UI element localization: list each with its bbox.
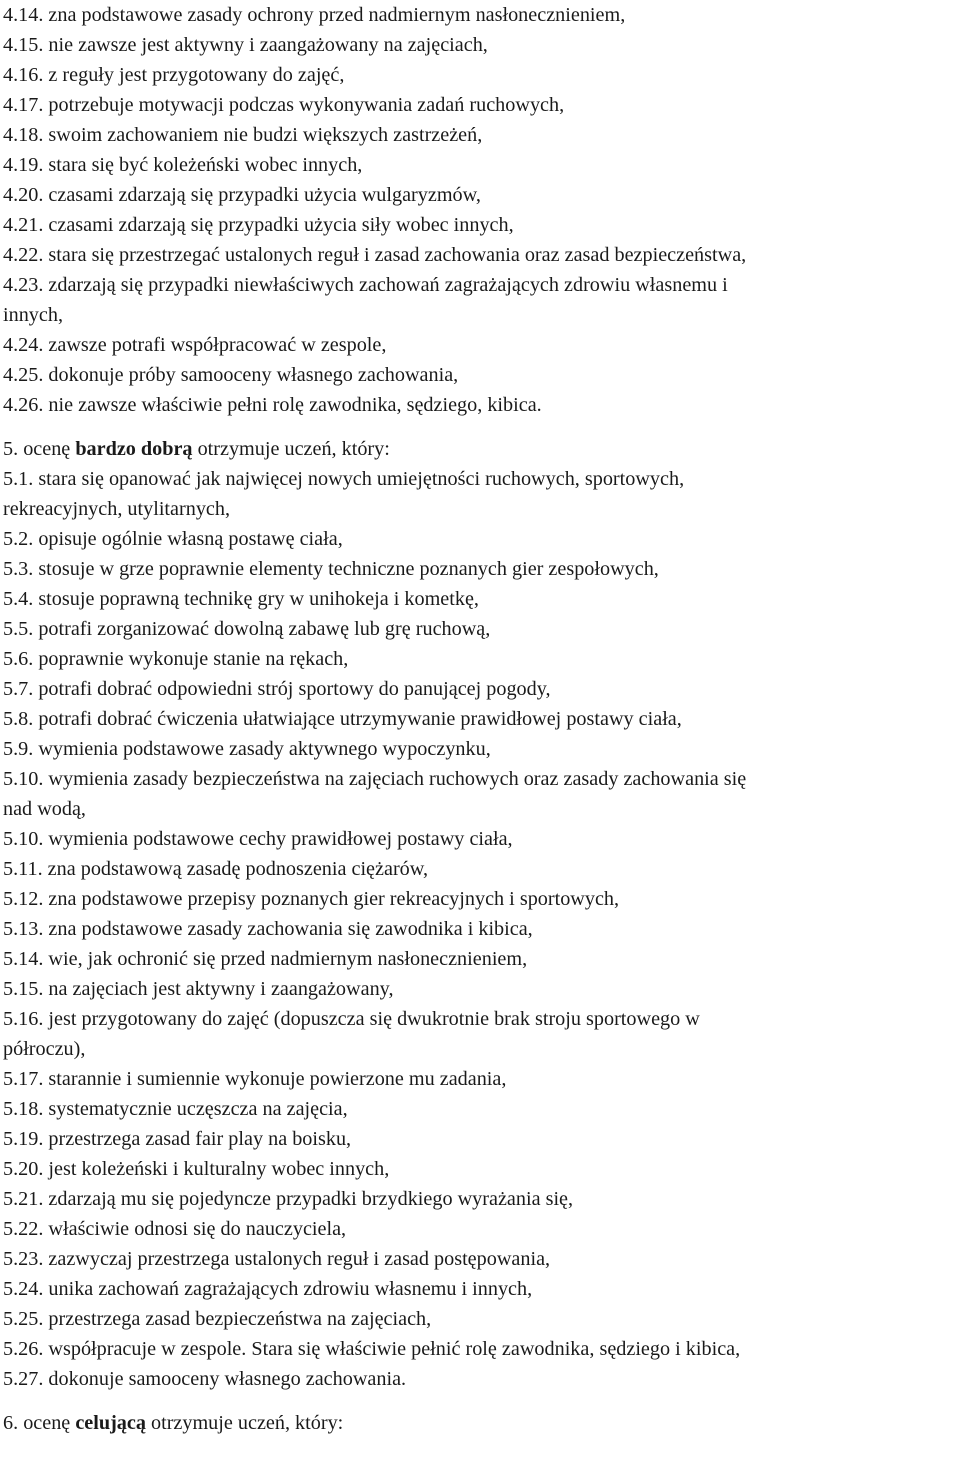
list-item-continuation: półroczu), <box>3 1038 86 1060</box>
list-item: 5.19. przestrzega zasad fair play na boisku, <box>3 1128 352 1150</box>
list-item-continuation: nad wodą, <box>3 798 86 820</box>
list-item: 5.18. systematycznie uczęszcza na zajęcia, <box>3 1098 348 1120</box>
grade-name: bardzo dobrą <box>75 438 193 460</box>
list-item: 5.16. jest przygotowany do zajęć (dopuszcza się dwukrotnie brak stroju sportowego w <box>3 1008 700 1030</box>
heading-suffix: otrzymuje uczeń, który: <box>145 1412 344 1434</box>
section-6-heading <box>3 1408 958 1438</box>
list-item: 5.10. wymienia podstawowe cechy prawidłowej postawy ciała, <box>3 828 513 850</box>
list-item: 5.2. opisuje ogólnie własną postawę ciała, <box>3 528 343 550</box>
list-item: 4.20. czasami zdarzają się przypadki użycia wulgaryzmów, <box>3 184 481 206</box>
list-item: 4.15. nie zawsze jest aktywny i zaangażowany na zajęciach, <box>3 34 488 56</box>
list-item: 5.25. przestrzega zasad bezpieczeństwa na zajęciach, <box>3 1308 432 1330</box>
list-item: 5.6. poprawnie wykonuje stanie na rękach, <box>3 648 349 670</box>
list-item: 5.20. jest koleżeński i kulturalny wobec innych, <box>3 1158 390 1180</box>
heading-prefix: 6. ocenę <box>3 1412 76 1434</box>
list-item: 5.26. współpracuje w zespole. Stara się właściwie pełnić rolę zawodnika, sędziego i kibica, <box>3 1338 741 1360</box>
list-item: 5.22. właściwie odnosi się do nauczyciela, <box>3 1218 347 1240</box>
list-item: 5.14. wie, jak ochronić się przed nadmiernym nasłonecznieniem, <box>3 948 528 970</box>
list-item: 4.19. stara się być koleżeński wobec innych, <box>3 154 363 176</box>
list-item: 5.11. zna podstawową zasadę podnoszenia ciężarów, <box>3 858 429 880</box>
section-spacer <box>3 420 958 434</box>
list-item: 5.21. zdarzają mu się pojedyncze przypadki brzydkiego wyrażania się, <box>3 1188 574 1210</box>
list-item: 5.24. unika zachowań zagrażających zdrowiu własnemu i innych, <box>3 1278 533 1300</box>
list-item-continuation: rekreacyjnych, utylitarnych, <box>3 498 231 520</box>
list-item: 5.10. wymienia zasady bezpieczeństwa na zajęciach ruchowych oraz zasady zachowania się <box>3 768 747 790</box>
list-item: 4.18. swoim zachowaniem nie budzi większych zastrzeżeń, <box>3 124 483 146</box>
list-item: 4.24. zawsze potrafi współpracować w zespole, <box>3 334 387 356</box>
list-item: 4.23. zdarzają się przypadki niewłaściwych zachowań zagrażających zdrowiu własnemu i <box>3 274 728 296</box>
list-item: 5.27. dokonuje samooceny własnego zachowania. <box>3 1368 407 1390</box>
section-4-list <box>3 0 958 420</box>
list-item: 4.26. nie zawsze właściwie pełni rolę zawodnika, sędziego, kibica. <box>3 394 542 416</box>
list-item: 5.8. potrafi dobrać ćwiczenia ułatwiające utrzymywanie prawidłowej postawy ciała, <box>3 708 682 730</box>
list-item: 5.17. starannie i sumiennie wykonuje powierzone mu zadania, <box>3 1068 507 1090</box>
section-5-list <box>3 464 958 1394</box>
list-item: 5.7. potrafi dobrać odpowiedni strój sportowy do panującej pogody, <box>3 678 551 700</box>
grade-name: celującą <box>75 1412 146 1434</box>
list-item: 4.21. czasami zdarzają się przypadki użycia siły wobec innych, <box>3 214 514 236</box>
list-item: 5.12. zna podstawowe przepisy poznanych gier rekreacyjnych i sportowych, <box>3 888 620 910</box>
list-item: 5.3. stosuje w grze poprawnie elementy techniczne poznanych gier zespołowych, <box>3 558 659 580</box>
list-item: 4.25. dokonuje próby samooceny własnego zachowania, <box>3 364 459 386</box>
list-item: 5.15. na zajęciach jest aktywny i zaangażowany, <box>3 978 394 1000</box>
heading-prefix: 5. ocenę <box>3 438 76 460</box>
section-5-heading <box>3 434 958 464</box>
list-item: 5.4. stosuje poprawną technikę gry w unihokeja i kometkę, <box>3 588 479 610</box>
list-item: 5.1. stara się opanować jak najwięcej nowych umiejętności ruchowych, sportowych, <box>3 468 685 490</box>
section-spacer <box>3 1394 958 1408</box>
list-item: 4.14. zna podstawowe zasady ochrony przed nadmiernym nasłonecznieniem, <box>3 4 626 26</box>
list-item-continuation: innych, <box>3 304 63 326</box>
list-item: 5.5. potrafi zorganizować dowolną zabawę lub grę ruchową, <box>3 618 491 640</box>
heading-suffix: otrzymuje uczeń, który: <box>192 438 390 460</box>
list-item: 5.23. zazwyczaj przestrzega ustalonych reguł i zasad postępowania, <box>3 1248 551 1270</box>
list-item: 4.17. potrzebuje motywacji podczas wykonywania zadań ruchowych, <box>3 94 565 116</box>
list-item: 4.22. stara się przestrzegać ustalonych reguł i zasad zachowania oraz zasad bezpieczeństwa, <box>3 244 747 266</box>
document-page <box>3 0 958 1438</box>
list-item: 5.9. wymienia podstawowe zasady aktywnego wypoczynku, <box>3 738 491 760</box>
list-item: 4.16. z reguły jest przygotowany do zajęć, <box>3 64 345 86</box>
list-item: 5.13. zna podstawowe zasady zachowania się zawodnika i kibica, <box>3 918 533 940</box>
